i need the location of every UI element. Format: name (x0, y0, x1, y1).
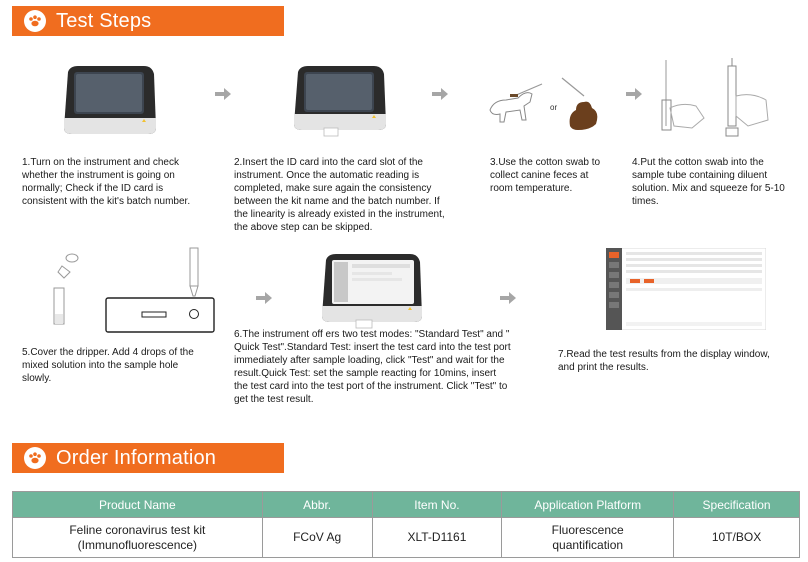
instrument-illustration-1 (60, 62, 160, 140)
instrument-illustration-2 (290, 62, 390, 140)
product-name-cell (13, 518, 263, 558)
order-table (12, 491, 800, 558)
arrow-right-icon (626, 88, 642, 100)
step-2-text: 2.Insert the ID card into the card slot of the instrument. Once the automatic reading is completed, make sure again the consistency between the kit name and the batch number. If the linearity is already existed in the instrument, the above step can be skipped. (234, 157, 445, 233)
test-steps-header (12, 6, 284, 36)
item-no-cell: XLT-D1161 (372, 518, 502, 558)
table-header-row (13, 492, 800, 518)
instrument-illustration-3 (318, 250, 428, 332)
product-name-line-1: Feline coronavirus test kit (69, 522, 206, 537)
step-6-text: 6.The instrument off ers two test modes: "Standard Test" and " Quick Test".Standard Test: insert the test card into the test port immediately after sample loading, click "Test" and wait for the result.Quick Test: set the sample reacting for 10mins, insert the test card into the test port of the instrument. Click "Test" to get the test result. (234, 329, 511, 405)
header-product-name: Product Name (13, 492, 263, 518)
step-1-text: 1.Turn on the instrument and check whether the instrument is going on normally; Check if the ID card is consistent with the kit's batch number. (22, 157, 191, 207)
paw-icon (24, 447, 46, 469)
display-window-illustration (606, 248, 766, 330)
step-7-text: 7.Read the test results from the display window, and print the results. (558, 349, 770, 373)
or-label: or (550, 103, 558, 112)
platform-line-1: Fluorescence (551, 522, 624, 537)
arrow-right-icon (256, 292, 272, 304)
product-name-line-2: (Immunofluorescence) (77, 537, 198, 552)
header-abbr: Abbr. (262, 492, 372, 518)
arrow-right-icon (432, 88, 448, 100)
dripper-cassette-illustration (46, 246, 222, 336)
specification-cell: 10T/BOX (674, 518, 800, 558)
abbr-cell: FCoV Ag (262, 518, 372, 558)
header-specification: Specification (674, 492, 800, 518)
platform-cell (502, 518, 674, 558)
header-application-platform: Application Platform (502, 492, 674, 518)
sample-tube-illustration (652, 56, 772, 142)
step-4-text: 4.Put the cotton swab into the sample tube containing diluent solution. Mix and squeeze for 5-10 times. (632, 157, 785, 207)
dog-swab-illustration (484, 70, 608, 136)
paw-icon (24, 10, 46, 32)
step-3-text: 3.Use the cotton swab to collect canine feces at room temperature. (490, 157, 601, 194)
header-item-no: Item No. (372, 492, 502, 518)
arrow-right-icon (500, 292, 516, 304)
arrow-right-icon (215, 88, 231, 100)
order-information-title: Order Information (56, 446, 217, 469)
table-row (13, 518, 800, 558)
test-steps-title: Test Steps (56, 9, 152, 32)
order-information-header (12, 443, 284, 473)
step-5-text: 5.Cover the dripper. Add 4 drops of the mixed solution into the sample hole slowly. (22, 347, 194, 384)
platform-line-2: quantification (552, 537, 624, 552)
